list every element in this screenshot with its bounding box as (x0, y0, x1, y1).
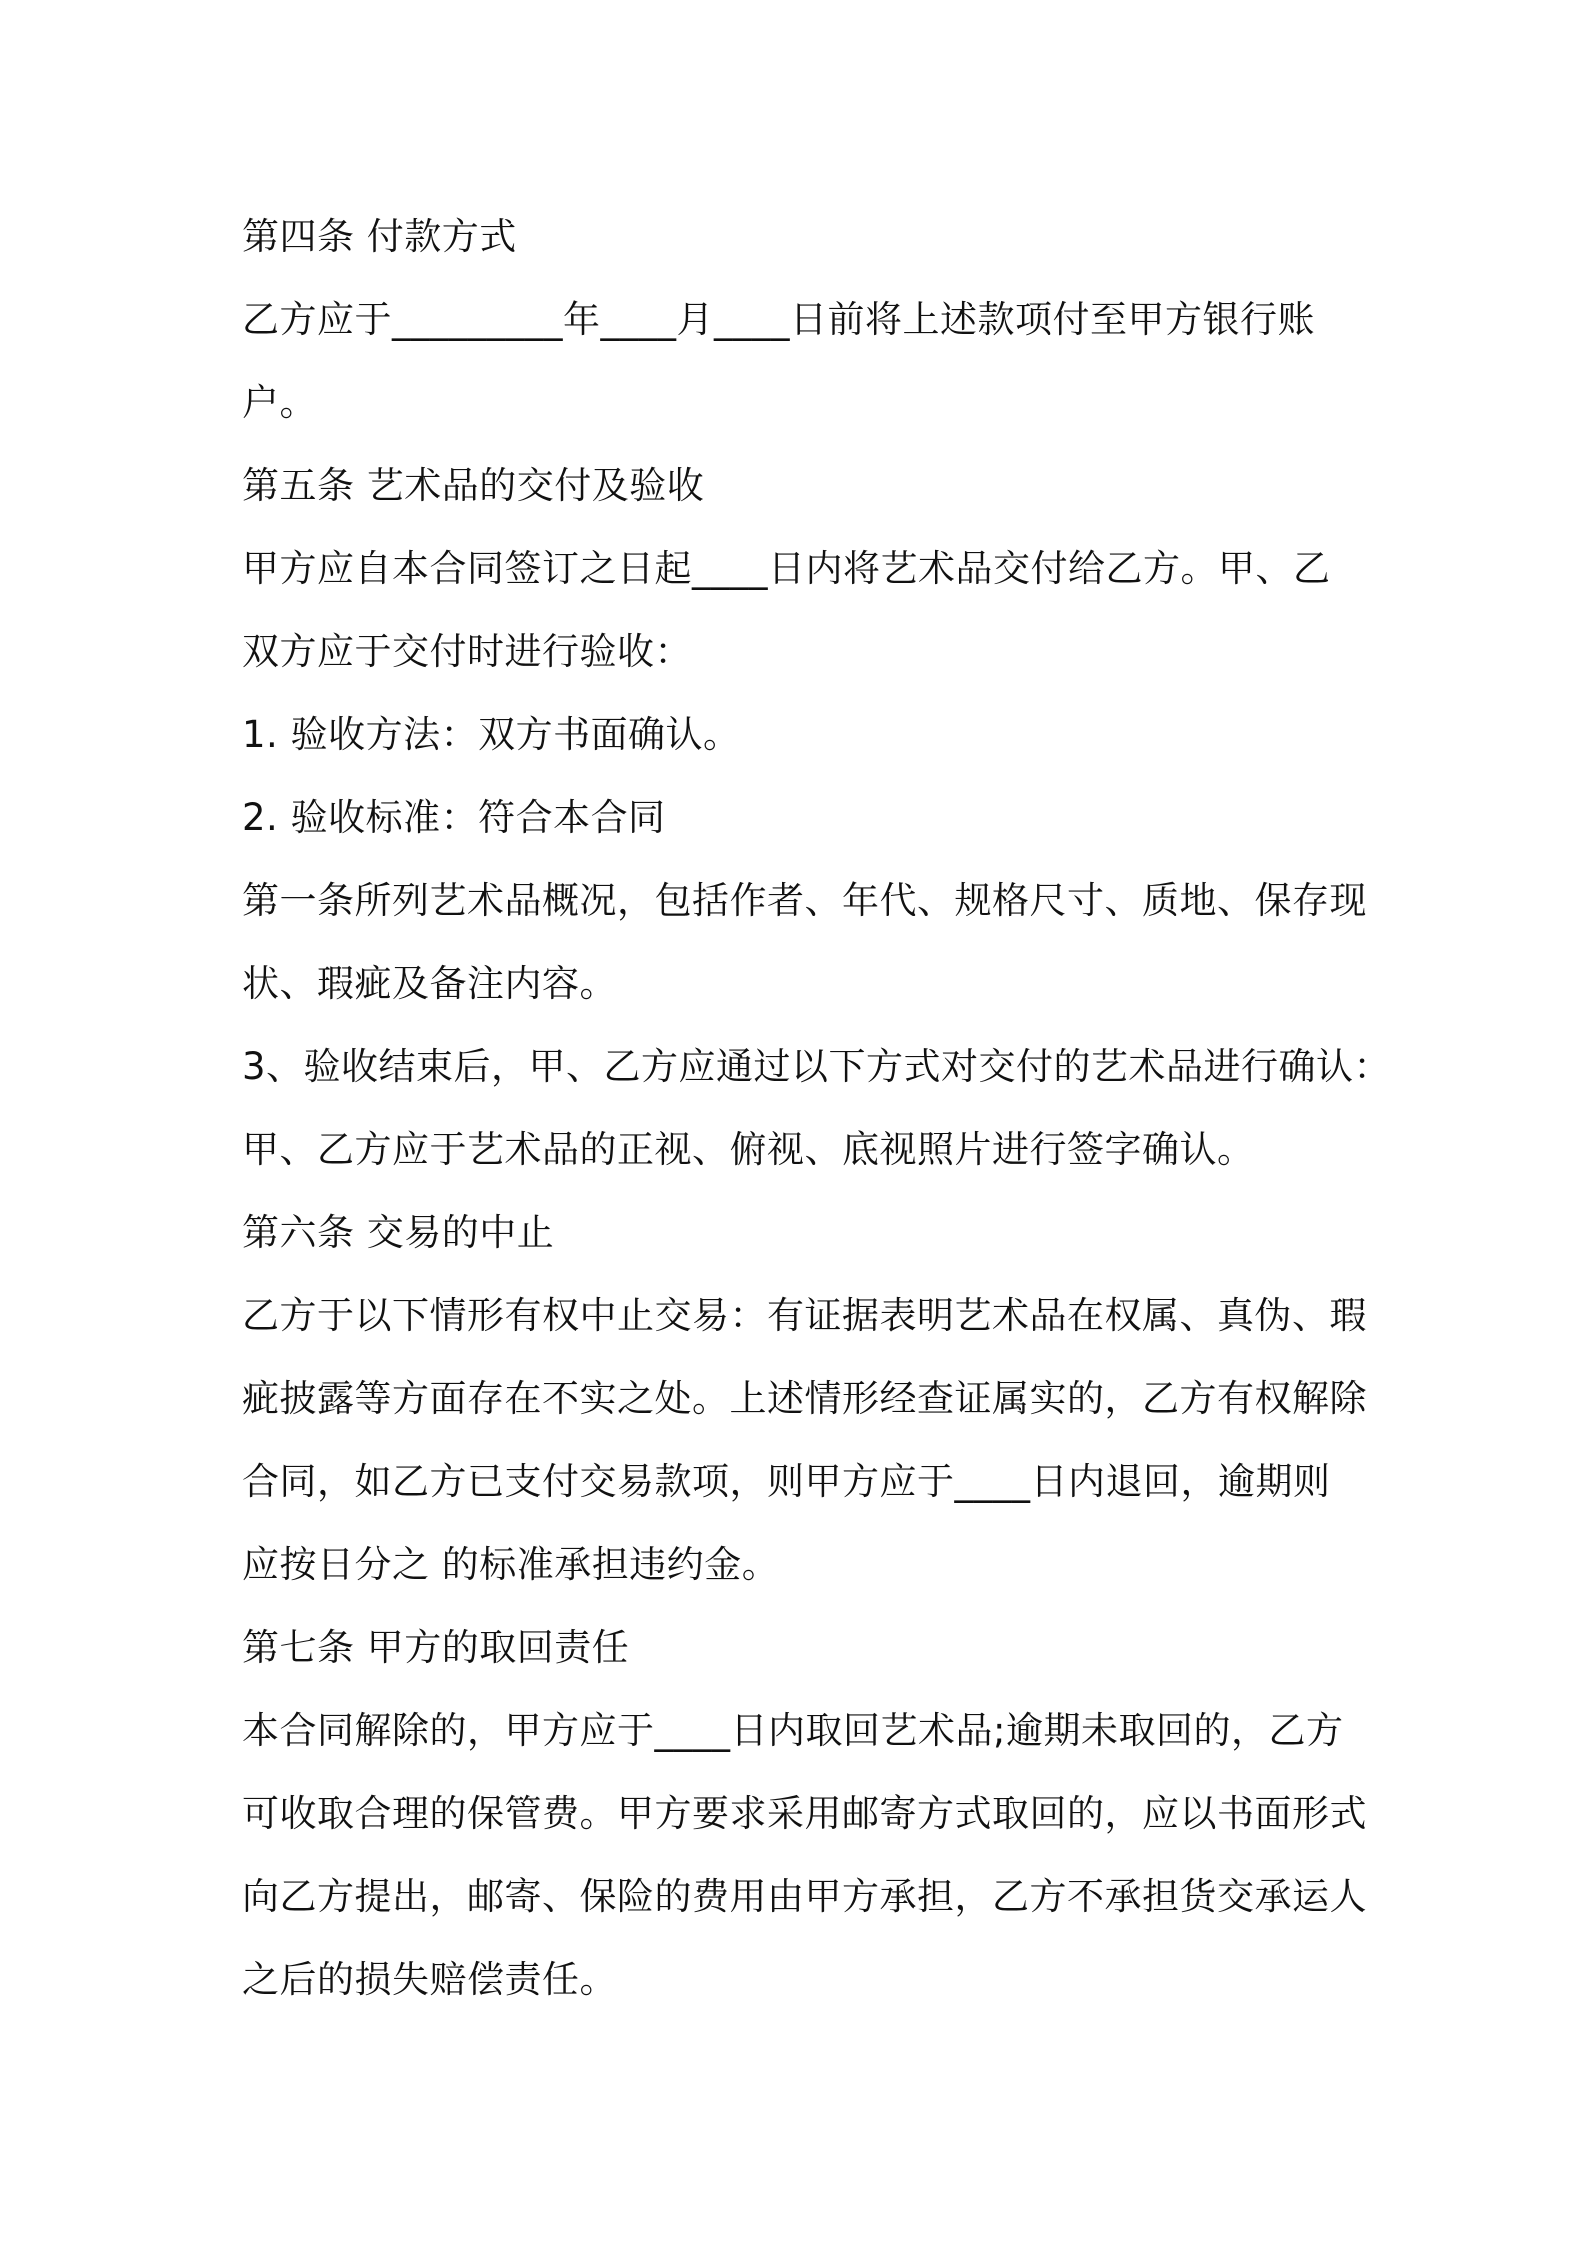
article-4-text-line: 户。 (242, 381, 317, 424)
article-5-text-line: 状、瑕疵及备注内容。 (242, 962, 617, 1005)
article-7-text-line: 之后的损失赔偿责任。 (242, 1958, 617, 2001)
article-6-text-line: 应按日分之 的标准承担违约金。 (242, 1543, 780, 1586)
article-6-text-line: 合同，如乙方已支付交易款项，则甲方应于____日内退回，逾期则 (242, 1460, 1331, 1503)
article-7-text-line: 本合同解除的，甲方应于____日内取回艺术品;逾期未取回的，乙方 (242, 1709, 1344, 1752)
article-5-text-line: 第一条所列艺术品概况，包括作者、年代、规格尺寸、质地、保存现 (242, 879, 1367, 922)
document-body (242, 195, 1392, 2021)
article-4-text-line: 乙方应于_________年____月____日前将上述款项付至甲方银行账 (242, 298, 1315, 341)
article-6-text-line: 乙方于以下情形有权中止交易：有证据表明艺术品在权属、真伪、瑕 (242, 1294, 1367, 1337)
article-7-heading: 第七条 甲方的取回责任 (242, 1626, 630, 1669)
article-5-text-line: 双方应于交付时进行验收： (242, 630, 692, 673)
article-7-text-line: 向乙方提出，邮寄、保险的费用由甲方承担，乙方不承担货交承运人 (242, 1875, 1367, 1918)
article-5-heading: 第五条 艺术品的交付及验收 (242, 464, 705, 507)
article-5-item-3: 3、验收结束后，甲、乙方应通过以下方式对交付的艺术品进行确认： (242, 1045, 1392, 1088)
article-4-heading: 第四条 付款方式 (242, 215, 517, 258)
article-6-text-line: 疵披露等方面存在不实之处。上述情形经查证属实的，乙方有权解除 (242, 1377, 1367, 1420)
article-7-text-line: 可收取合理的保管费。甲方要求采用邮寄方式取回的，应以书面形式 (242, 1792, 1367, 1835)
article-5-item-1: 1. 验收方法：双方书面确认。 (242, 713, 741, 756)
article-6-heading: 第六条 交易的中止 (242, 1211, 555, 1254)
article-5-text-line: 甲方应自本合同签订之日起____日内将艺术品交付给乙方。甲、乙 (242, 547, 1331, 590)
article-5-text-line: 甲、乙方应于艺术品的正视、俯视、底视照片进行签字确认。 (242, 1128, 1255, 1171)
article-5-item-2: 2. 验收标准：符合本合同 (242, 796, 666, 839)
